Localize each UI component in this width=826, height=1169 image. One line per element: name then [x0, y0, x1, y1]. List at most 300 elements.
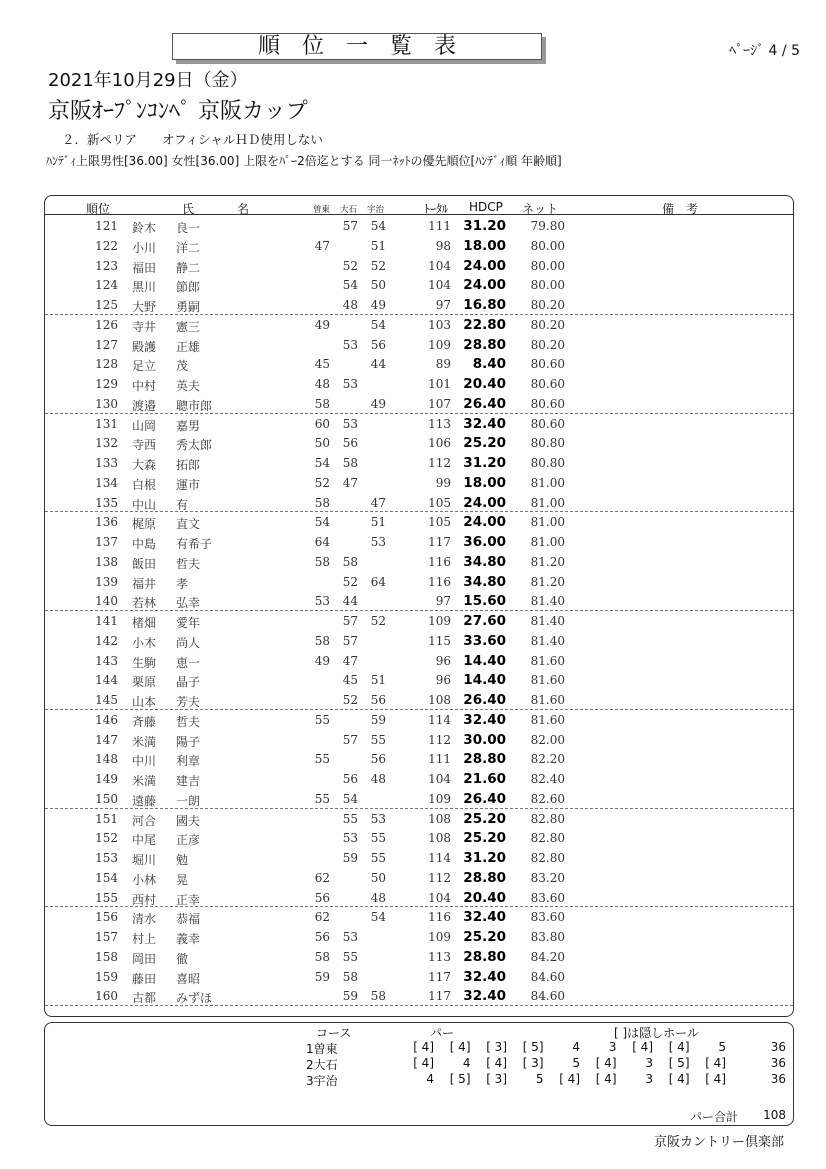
total: 98	[435, 238, 451, 253]
total: 112	[428, 870, 451, 885]
rank: 121	[95, 219, 118, 233]
score-course2: 58	[342, 456, 358, 470]
hdcp: 20.40	[463, 376, 506, 392]
surname: 岡田	[132, 951, 157, 966]
given-name: 弘幸	[176, 596, 201, 611]
table-row	[45, 374, 793, 394]
rank: 139	[95, 574, 118, 589]
net: 82.00	[530, 732, 565, 747]
table-row	[45, 749, 793, 769]
hole-par: [ 4]	[705, 1072, 726, 1086]
surname: 村上	[132, 932, 157, 946]
rank: 152	[95, 831, 118, 846]
total: 114	[428, 712, 451, 727]
given-name: 孝	[176, 576, 189, 591]
table-row	[45, 710, 793, 730]
surname: 寺西	[132, 438, 157, 453]
given-name: 晶子	[176, 675, 201, 690]
rules-line-2: ﾊﾝﾃﾞｨ上限男性[36.00] 女性[36.00] 上限をﾊﾟｰ2倍迄とする 同一ﾈｯﾄの優先順位[ﾊﾝﾃﾞｨ順 年齢順]	[46, 154, 562, 168]
score-course1: 56	[314, 890, 330, 905]
score-course3: 55	[370, 831, 386, 846]
score-course1: 55	[314, 791, 330, 806]
score-course2: 48	[342, 298, 358, 312]
net: 80.20	[530, 298, 565, 312]
net: 81.60	[530, 653, 565, 668]
net: 82.60	[530, 791, 565, 806]
total: 108	[428, 831, 451, 846]
score-course2: 53	[342, 831, 358, 846]
table-row	[45, 888, 793, 908]
given-name: 一朗	[176, 793, 201, 808]
course-par-total: 36	[770, 1056, 786, 1070]
net: 81.40	[530, 633, 565, 648]
hole-par: [ 3]	[486, 1040, 507, 1054]
hdcp: 24.00	[463, 257, 506, 274]
score-course2: 52	[342, 693, 358, 707]
table-row	[45, 354, 793, 374]
table-row	[45, 453, 793, 473]
hole-par: 3	[608, 1040, 617, 1054]
total: 109	[428, 791, 451, 806]
hdcp: 36.00	[463, 534, 506, 550]
given-name: 茂	[176, 359, 189, 374]
score-course2: 55	[342, 949, 358, 964]
hole-par: [ 3]	[486, 1072, 507, 1086]
hdcp: 22.80	[463, 316, 506, 333]
hdcp: 28.80	[463, 869, 506, 886]
surname: 小林	[132, 872, 157, 887]
hole-par: 4	[572, 1040, 580, 1054]
given-name: 聰市郎	[176, 398, 213, 413]
surname: 山岡	[132, 418, 157, 433]
score-course2: 58	[342, 969, 358, 984]
given-name: 正幸	[176, 892, 201, 907]
given-name: 憲三	[176, 319, 201, 334]
net: 81.40	[530, 594, 565, 609]
table-row	[45, 256, 793, 276]
net: 81.20	[530, 554, 565, 569]
score-course1: 54	[314, 456, 330, 470]
hole-par: [ 4]	[413, 1056, 434, 1070]
header-surname: 氏	[182, 202, 195, 216]
rank: 133	[95, 456, 118, 470]
surname: 遠藤	[132, 793, 157, 808]
score-course3: 48	[370, 890, 386, 905]
hole-par: [ 4]	[632, 1040, 653, 1054]
score-course2: 57	[342, 633, 358, 648]
score-course2: 59	[342, 989, 358, 1004]
hole-par: 5	[718, 1040, 726, 1054]
rank: 135	[95, 495, 118, 510]
given-name: 國夫	[176, 813, 201, 828]
net: 83.60	[530, 890, 565, 905]
hdcp: 14.40	[463, 672, 506, 689]
rank: 151	[95, 811, 118, 826]
rank: 154	[95, 870, 118, 885]
surname: 白根	[132, 477, 157, 492]
total: 89	[435, 357, 451, 372]
net: 80.20	[530, 337, 565, 352]
table-row	[45, 394, 793, 414]
rank: 127	[95, 337, 118, 352]
hole-par: [ 3]	[522, 1056, 544, 1070]
score-course3: 52	[370, 614, 386, 628]
surname: 中村	[132, 379, 157, 393]
table-row	[45, 730, 793, 750]
course-par-total: 36	[770, 1072, 786, 1086]
rank: 122	[95, 238, 118, 253]
rank: 123	[95, 258, 118, 273]
table-row	[45, 414, 793, 434]
score-course3: 47	[370, 495, 386, 510]
net: 82.80	[530, 811, 565, 826]
hole-par: 5	[535, 1072, 544, 1086]
table-row	[45, 769, 793, 789]
given-name: 哲夫	[176, 714, 201, 729]
score-course3: 53	[370, 535, 386, 549]
table-row	[45, 789, 793, 809]
total: 113	[428, 416, 451, 431]
rank: 140	[95, 594, 118, 609]
hdcp: 24.00	[463, 277, 506, 294]
rank: 150	[95, 791, 118, 806]
surname: 斉藤	[132, 714, 157, 729]
score-course3: 58	[370, 989, 386, 1004]
par-label: パー	[430, 1026, 455, 1040]
hdcp: 20.40	[463, 889, 506, 906]
score-course1: 64	[314, 535, 330, 549]
total: 103	[428, 317, 451, 332]
rank: 134	[95, 475, 118, 490]
surname: 中尾	[132, 833, 157, 848]
net: 83.60	[530, 910, 565, 925]
score-course3: 56	[370, 752, 386, 767]
score-course3: 56	[370, 693, 386, 707]
score-course1: 55	[314, 752, 330, 767]
hole-par: 3	[645, 1056, 653, 1070]
table-row	[45, 947, 793, 967]
surname: 梶原	[132, 517, 157, 532]
hdcp: 16.80	[463, 297, 506, 313]
rank: 143	[95, 653, 118, 668]
score-course2: 57	[342, 614, 358, 628]
score-course1: 56	[314, 930, 330, 944]
surname: 福井	[132, 576, 157, 591]
net: 80.60	[530, 357, 565, 372]
hdcp: 21.60	[463, 771, 506, 787]
score-course3: 51	[370, 238, 386, 253]
hdcp: 32.40	[463, 968, 506, 985]
surname: 古都	[132, 991, 157, 1006]
course-name: 3宇治	[306, 1074, 338, 1088]
score-course3: 54	[370, 317, 386, 332]
net: 80.60	[530, 377, 565, 391]
score-course3: 49	[370, 298, 386, 312]
hdcp: 26.40	[463, 790, 506, 807]
net: 80.80	[530, 456, 565, 470]
rank: 148	[95, 752, 118, 767]
table-row	[45, 868, 793, 888]
surname: 米満	[132, 774, 157, 788]
table-row	[45, 651, 793, 671]
score-course3: 51	[370, 515, 386, 530]
surname: 山本	[132, 695, 157, 709]
score-course1: 45	[314, 357, 330, 372]
header-net: ネット	[522, 202, 559, 216]
score-course1: 58	[314, 949, 330, 964]
total: 109	[428, 337, 451, 352]
score-course3: 55	[370, 732, 386, 747]
given-name: 愛年	[176, 616, 201, 630]
score-course2: 55	[342, 811, 358, 826]
surname: 中川	[132, 754, 157, 769]
table-row	[45, 315, 793, 335]
score-course3: 53	[370, 811, 386, 826]
net: 81.60	[530, 673, 565, 688]
header-rank: 順位	[86, 202, 111, 216]
course-name: 2大石	[306, 1058, 338, 1072]
hdcp: 25.20	[463, 830, 506, 847]
given-name: 利章	[176, 754, 201, 769]
surname: 生駒	[132, 655, 157, 670]
total: 99	[435, 475, 451, 490]
net: 82.40	[530, 772, 565, 786]
total: 111	[428, 219, 451, 233]
total: 109	[428, 614, 451, 628]
rank: 130	[95, 396, 118, 411]
hdcp: 18.00	[463, 237, 506, 254]
score-course1: 49	[314, 317, 330, 332]
score-course3: 44	[370, 357, 386, 372]
total: 108	[428, 811, 451, 826]
given-name: 運市	[176, 477, 201, 492]
net: 80.00	[530, 238, 565, 253]
table-row	[45, 611, 793, 631]
total: 101	[428, 377, 451, 391]
given-name: 勉	[176, 853, 189, 867]
hole-par: [ 4]	[668, 1040, 690, 1054]
rank: 129	[95, 377, 118, 391]
rank: 141	[95, 614, 118, 628]
table-row	[45, 967, 793, 987]
given-name: 晃	[176, 872, 189, 887]
hdcp: 18.00	[463, 474, 506, 491]
table-row	[45, 670, 793, 690]
given-name: 正彦	[176, 833, 201, 848]
hdcp: 24.00	[463, 514, 506, 531]
score-course3: 50	[370, 278, 386, 293]
rank: 131	[95, 416, 118, 431]
hdcp: 30.00	[463, 731, 506, 748]
table-row	[45, 907, 793, 927]
rank: 128	[95, 357, 118, 372]
total: 115	[428, 633, 451, 648]
surname: 堀川	[132, 853, 157, 867]
hdcp: 24.00	[463, 494, 506, 511]
total: 104	[428, 278, 451, 293]
score-course1: 52	[314, 475, 330, 490]
table-row	[45, 275, 793, 295]
rank: 155	[95, 890, 118, 905]
hdcp: 25.20	[463, 435, 506, 452]
given-name: 拓郎	[176, 458, 201, 472]
rank: 156	[95, 910, 118, 925]
total: 112	[428, 456, 451, 470]
table-row	[45, 216, 793, 236]
score-course2: 54	[342, 791, 358, 806]
given-name: 陽子	[176, 734, 201, 749]
hdcp: 14.40	[463, 652, 506, 669]
rank: 158	[95, 949, 118, 964]
net: 79.80	[530, 219, 565, 233]
net: 80.60	[530, 416, 565, 431]
surname: 小川	[132, 240, 157, 255]
given-name: 直文	[176, 517, 201, 532]
rank: 146	[95, 712, 118, 727]
header-hdcp: HDCP	[469, 200, 503, 214]
rank: 159	[95, 969, 118, 984]
score-course1: 53	[314, 594, 330, 609]
surname: 福田	[132, 260, 157, 275]
surname: 足立	[132, 359, 157, 374]
rank: 144	[95, 673, 118, 688]
net: 81.60	[530, 693, 565, 707]
header-course3: 宇治	[367, 205, 385, 215]
table-row	[45, 295, 793, 315]
total: 104	[428, 890, 451, 905]
score-course1: 55	[314, 712, 330, 727]
score-course2: 45	[342, 673, 358, 688]
net: 81.00	[530, 495, 565, 510]
rank: 153	[95, 851, 118, 865]
surname: 河合	[132, 813, 157, 828]
table-row	[45, 591, 793, 611]
score-course1: 54	[314, 515, 330, 530]
hdcp: 28.80	[463, 948, 506, 965]
table-row	[45, 631, 793, 651]
table-row	[45, 532, 793, 552]
given-name: 義幸	[176, 932, 201, 946]
table-row	[45, 828, 793, 848]
rank: 157	[95, 930, 118, 944]
rank: 132	[95, 436, 118, 451]
hole-par: [ 4]	[705, 1056, 726, 1070]
given-name: 正雄	[176, 339, 201, 354]
hdcp: 31.20	[463, 850, 506, 866]
net: 81.00	[530, 535, 565, 549]
surname: 鈴木	[132, 221, 157, 235]
hdcp: 25.20	[463, 929, 506, 945]
score-course3: 59	[370, 712, 386, 727]
rank: 126	[95, 317, 118, 332]
surname: 殿護	[132, 339, 157, 354]
event-name: 京阪ｵｰﾌﾟﾝｺﾝﾍﾟ 京阪カップ	[48, 99, 308, 124]
score-course2: 53	[342, 416, 358, 431]
table-row	[45, 986, 793, 1006]
hole-par: [ 4]	[595, 1072, 617, 1086]
surname: 清水	[132, 912, 157, 927]
score-course2: 53	[342, 337, 358, 352]
hdcp: 31.20	[463, 218, 506, 234]
score-course2: 57	[342, 732, 358, 747]
score-course3: 48	[370, 772, 386, 786]
net: 80.00	[530, 278, 565, 293]
net: 80.60	[530, 396, 565, 411]
surname: 米満	[132, 734, 157, 749]
table-row	[45, 572, 793, 592]
total: 109	[428, 930, 451, 944]
given-name: 節郎	[176, 280, 201, 295]
total: 117	[428, 969, 451, 984]
surname: 飯田	[132, 556, 157, 571]
total: 97	[435, 298, 451, 312]
table-row	[45, 552, 793, 572]
hole-par: [ 4]	[413, 1040, 434, 1054]
hidden-hole-note: [ ]は隠しホール	[614, 1026, 699, 1040]
hdcp: 28.80	[463, 336, 506, 353]
total: 104	[428, 772, 451, 786]
header-course1: 曽東	[313, 205, 331, 215]
given-name: 恭福	[176, 912, 201, 927]
hdcp: 8.40	[472, 356, 506, 373]
score-course1: 58	[314, 396, 330, 411]
rank: 137	[95, 535, 118, 549]
net: 84.60	[530, 989, 565, 1004]
hole-par: [ 4]	[668, 1072, 690, 1086]
table-row	[45, 690, 793, 710]
hdcp: 26.40	[463, 692, 506, 708]
rank: 160	[95, 989, 118, 1004]
course-name: 1曽東	[306, 1042, 338, 1056]
rank: 125	[95, 298, 118, 312]
header-course2: 大石	[340, 205, 358, 215]
course-label: コース	[316, 1026, 352, 1040]
score-course3: 64	[370, 574, 386, 589]
surname: 渡邉	[132, 398, 157, 413]
surname: 若林	[132, 596, 157, 611]
score-course1: 58	[314, 554, 330, 569]
score-course1: 47	[314, 238, 330, 253]
net: 81.60	[530, 712, 565, 727]
rank: 138	[95, 554, 118, 569]
score-course2: 53	[342, 377, 358, 391]
hdcp: 15.60	[463, 593, 506, 610]
hole-par: 4	[426, 1072, 434, 1086]
hole-par: [ 5]	[522, 1040, 544, 1054]
surname: 楮畑	[132, 616, 157, 630]
surname: 中山	[132, 497, 157, 512]
net: 81.40	[530, 614, 565, 628]
surname: 大森	[132, 458, 157, 472]
total: 116	[428, 910, 451, 925]
total: 104	[428, 258, 451, 273]
header-remarks: 備 考	[662, 202, 699, 216]
par-total-value: 108	[763, 1108, 786, 1122]
score-course2: 47	[342, 475, 358, 490]
score-course3: 54	[370, 219, 386, 233]
given-name: 徹	[176, 951, 189, 966]
page-number: ﾍﾟｰｼﾞ 4 / 5	[729, 43, 800, 59]
rank: 142	[95, 633, 118, 648]
score-course3: 50	[370, 870, 386, 885]
total: 96	[435, 673, 451, 688]
score-course3: 51	[370, 673, 386, 688]
table-row	[45, 335, 793, 355]
hdcp: 28.80	[463, 751, 506, 768]
hdcp: 32.40	[463, 988, 506, 1005]
surname: 黒川	[132, 280, 157, 295]
net: 83.20	[530, 870, 565, 885]
